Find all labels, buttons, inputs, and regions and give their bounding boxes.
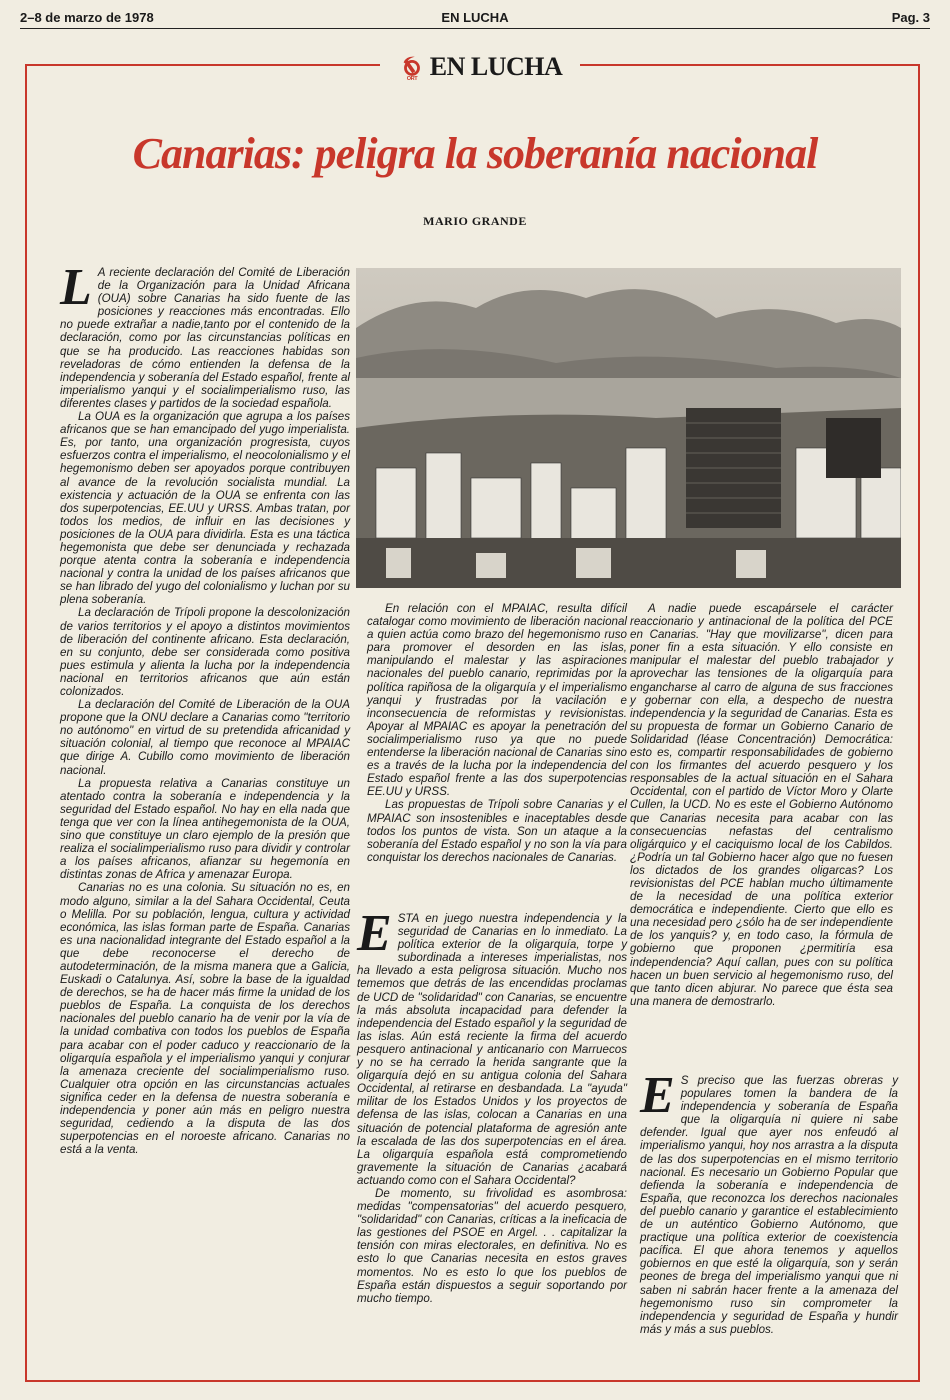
paragraph: Canarias no es una colonia. Su situación no es, en modo alguno, similar a la del Sahara Occidental, Ceuta o Melilla. Por su población, lengua, cultura y actividad económica, las islas forman parte de España. Canarias es una nacionalidad integrante del Estado español a la que debe reconocerse el derecho de autodeterminación, de la misma manera que a Galicia, Euskadi o Catalunya. Así, sobre la base de la igualdad de derechos, se ha de hacer más firme la unidad de los pueblos de España. La conquista de los derechos nacionales del pueblo canario ha de venir por la vía de la unidad combativa con todos los pueblos de España para acabar con el poder caduco y reaccionario de la oligarquía española y el imperialismo yanqui y conjurar la amenaza creciente del socialimperialismo ruso. Cualquier otra opción en las circunstancias actuales significa ceder en la defensa de nuestra soberanía e independencia y poner aún más en peligro nuestra seguridad, cediendo a la disputa de las dos superpotencias en el noroeste africano. Canarias no está a la venta. — [60, 881, 350, 1157]
paragraph: La declaración del Comité de Liberación de la OUA propone que la ONU declare a Canarias como "territorio no autónomo" en virtud de su pretendida africanidad y situación colonial, al tiempo que reconoce al MPAIAC que dirige A. Cubillo como movimiento de liberación nacional. — [60, 698, 350, 777]
article-headline: Canarias: peligra la soberanía nacional — [132, 129, 818, 178]
paper-name: EN LUCHA — [441, 9, 509, 25]
paragraph: L A reciente declaración del Comité de Liberación de la Organización para la Unidad Africana (OUA) sobre Canarias ha sido fuente de las posiciones y reacciones más encontradas. Ello no puede extrañar a nadie,tanto por el contenido de la declaración, como por las circunstancias políticas en que se ha producido. Las reacciones habidas son reveladoras de cómo entienden la defensa de la independencia y soberanía del Estado español, frente al imperialismo yanqui y el socialimperialismo ruso, las diferentes clases y partidos de la sociedad española. — [60, 259, 350, 410]
drop-cap: L — [60, 259, 92, 316]
paragraph: Las propuestas de Trípoli sobre Canarias y el MPAIAC son insostenibles e inaceptables desde todos los puntos de vista. Son un ataque a la soberanía del Estado español y no son la vía para conquistar los derechos nacionales de Canarias. — [367, 798, 627, 864]
masthead-title: EN LUCHA — [429, 52, 563, 81]
drop-cap: E — [640, 1067, 675, 1124]
paragraph: La OUA es la organización que agrupa a los países africanos que se han emancipado del yugo imperialista. Es, por tanto, una organización progresista, cuyos esfuerzos contra el imperialismo, el neocolonialismo y el hegemonismo deben ser apoyados porque contribuyen al avance de la revolución socialista mundial. La existencia y actuación de la OUA se enfrenta con las dos superpotencias, EE.UU y URSS. Ambas tratan, por todos los medios, de influir en las decisiones y posiciones de la OUA para dividirla. Esta es una táctica hegemonista que debe ser denunciada y rechazada porque atenta contra la soberanía e independencia nacional y contra la unidad de los países africanos que se han librado del yugo del colonialismo y luchan por su plena soberanía. — [60, 410, 350, 607]
paragraph: La declaración de Trípoli propone la descolonización de varios territorios y el apoyo a distintos movimientos de liberación del continente africano. Esta declaración, en su conjunto, debe ser considerada como positiva pues estimula y alienta la lucha por la independencia nacional en territorios africanos que aún están colonizados. — [60, 606, 350, 698]
paragraph: De momento, su frivolidad es asombrosa: medidas "compensatorias" del acuerdo pesquero, "solidaridad" con Canarias, críticas a la ineficacia de las gestiones del PSOE en Argel. . . capitalizar la tensión con miras electorales, en definitiva. No es esto lo que Canarias necesita en estos graves momentos. No es esto lo que los pueblos de España están dispuestos a seguir soportando por mucho tiempo. — [357, 1186, 627, 1305]
paragraph: E S preciso que las fuerzas obreras y populares tomen la bandera de la independencia y soberanía de España que la oligarquía ni quiere ni sabe defender. Igual que ayer nos enfeudó al imperialismo yanqui, hoy nos arrastra a la disputa de las dos superpotencias en el mismo territorio nacional. Es necesario un Gobierno Popular que defienda la soberanía e independencia de España, que reconozca los derechos nacionales del pueblo canario y garantice el establecimiento de un auténtico Gobierno Autónomo, que practique una política exterior de coexistencia pacífica. El que ahora tenemos y aquellos gobiernos en que esté la oligarquía, son y serán peones de brega del imperialismo yanqui que ni saben ni sabrán hacer frente a la amenaza del hegemonismo ruso sin comprometer la independencia y seguridad de España y hundir más y más a sus pueblos. — [640, 1067, 898, 1336]
paragraph: La propuesta relativa a Canarias constituye un atentado contra la soberanía e independencia y la seguridad del Estado español. No hay en ella nada que tenga que ver con la línea antihegemonista de la OUA, sino que constituye un claro ejemplo de la presión que realiza el socialimperialismo ruso para dividir y controlar a los países africanos, afianzar su hegemonía en distintas zonas de Africa y amenazar Europa. — [60, 776, 350, 882]
page-header — [20, 6, 930, 29]
article-column-3-lower — [640, 1067, 898, 1336]
article-column-1 — [60, 259, 350, 1157]
article-column-2 — [367, 602, 627, 864]
article-byline: MARIO GRANDE — [423, 214, 527, 228]
drop-cap: E — [357, 905, 392, 962]
hammer-sickle-logo-icon — [398, 53, 426, 81]
page-number: Pag. 3 — [891, 9, 930, 25]
paragraph: A nadie puede escapársele el carácter reaccionario y antinacional de la política del PCE en Canarias. "Hay que movilizarse", dicen para poner fin a esta situación. Y ello consiste en manipular el malestar del pueblo trabajador y aprovechar las tensiones de la oligarquía para engancharse al carro de alguna de sus fracciones y gobernar con ella, a despecho de nuestra independencia y la seguridad de Canarias. Esta es su propuesta de formar un Gobierno Canario de Solidaridad (léase Concentración) Democrática: esto es, compartir responsabilidades de gobierno con los firmantes del acuerdo pesquero y los responsables de la actual situación en el Sahara Occidental, con el partido de Víctor Moro y Olarte Cullen, la UCD. No es este el Gobierno Autónomo que Canarias necesita para acabar con las consecuencias nefastas del centralismo oligárquico y el caciquismo local de los Cabildos. ¿Podría un tal Gobierno hacer algo que no fuesen los dictados de los grandes oligarcas? Los revisionistas del PCE hablan mucho últimamente de la necesidad de una política exterior democrática e independiente. Cierto que ello es una necesidad pero ¿sólo ha de ser independiente de los yanquis? y, en todo caso, la fórmula de gobierno que proponen ¿permitiría esa independencia? Aquí callan, pues con su política hacen un buen servicio al hegemonismo ruso, del que tanto dicen abjurar. No parece que ésta sea una manera de demostrarlo. — [630, 602, 893, 1008]
city-harbor-image — [356, 268, 901, 588]
masthead — [380, 52, 580, 82]
paragraph: ESTA en juego nuestra independencia y la seguridad de Canarias en lo inmediato. La política exterior de la oligarquía, torpe y subordinada a intereses imperialistas, nos ha llevado a esta peligrosa situación. Mucho nos tememos que detrás de las encendidas proclamas de UCD de "solidaridad" con Canarias, se encuentre la más absoluta incapacidad para defender la independencia del Estado español y la seguridad de las islas. Aún está reciente la firma del acuerdo pesquero antinacional y anticanario con Marruecos y no se ha cerrado la herida sangrante que la oligarquía dejó en su antigua colonia del Sahara Occidental, al retirarse en desbandada. La "ayuda" militar de los Estados Unidos y los proyectos de defensa de las islas, colocan a Canarias en una situación de potencial plataforma de agresión ante la escalada de las dos superpotencias en el área. La oligarquía española está comprometiendo gravemente la situación de Canarias ¿acabará actuando como con el Sahara Occidental? — [357, 905, 627, 1187]
city-harbor-photo — [356, 268, 901, 588]
article-column-3 — [630, 602, 893, 1008]
paragraph: En relación con el MPAIAC, resulta difícil catalogar como movimiento de liberación nacional a quien actúa como brazo del hegemonismo ruso para promover el desorden en las islas, manipulando el malestar y las aspiraciones nacionales del pueblo canario, reprimidas por la política rapiñosa de la oligarquía y el imperialismo yanqui y frustradas por la vacilación e inconsecuencia de reformistas y revisionistas. Apoyar al MPAIAC es apoyar la penetración del socialimperialismo ruso ya que no puede entenderse la liberación nacional de Canarias sino es a través de la lucha por la independencia del Estado español frente a las dos superpotencias EE.UU y URSS. — [367, 602, 627, 799]
article-column-2-lower — [357, 905, 627, 1305]
issue-date: 2–8 de marzo de 1978 — [20, 9, 154, 25]
svg-text:ORT: ORT — [406, 76, 417, 81]
